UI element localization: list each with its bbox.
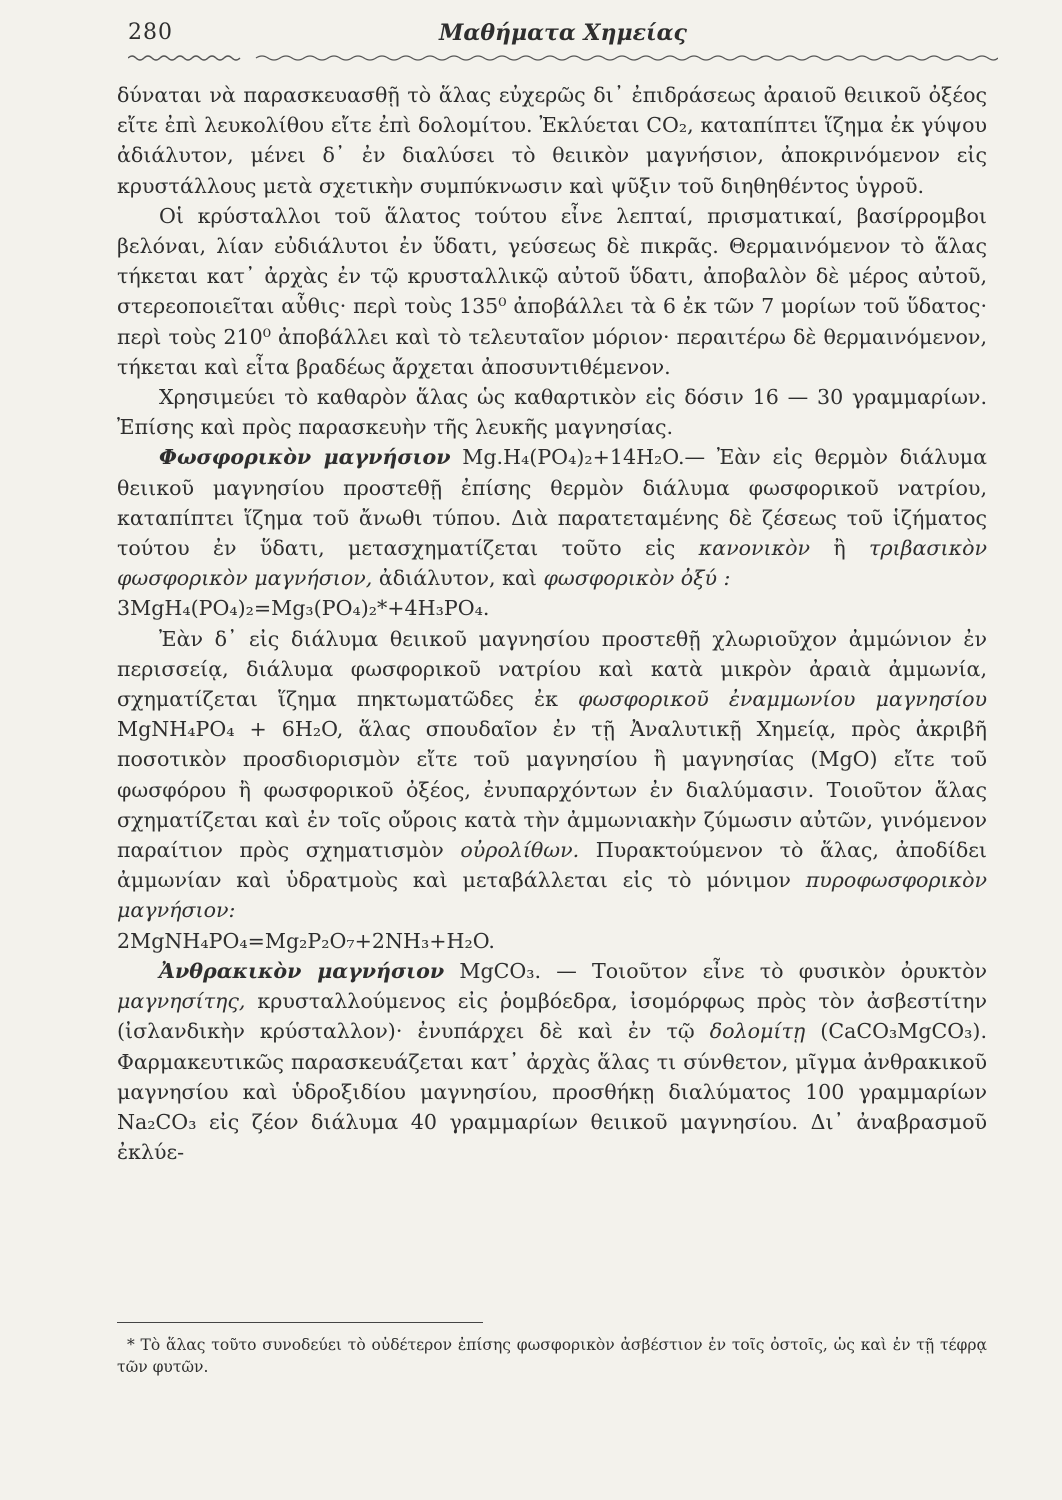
paragraph-5 bbox=[117, 624, 987, 926]
term-dolomite: δολομίτῃ bbox=[709, 1019, 806, 1044]
term-urolith: οὐρολίθων. bbox=[460, 838, 580, 863]
term-ammonium-phosphate: φωσφορικοῦ ἐναμμωνίου μαγνησίου bbox=[578, 687, 987, 712]
formula-magnesium-phosphate: Mg.H₄(PO₄)₂+14H₂O. bbox=[462, 445, 685, 470]
paragraph-4-text-a: — Ἐὰν εἰς θερμὸν διάλυμα θειικοῦ μαγνησίου προστεθῇ ἐπίσης θερμὸν διάλυμα φωσφορικοῦ νατρίου, καταπίπτει ἵζημα τοῦ ἄνωθι τύπου. Διὰ παρατεταμένης δὲ ζέσεως τοῦ ἱζήματος τούτου ἐν ὕδατι, μετασχηματίζεται τοῦτο εἰς bbox=[117, 445, 988, 561]
paragraph-3: Χρησιμεύει τὸ καθαρὸν ἅλας ὡς καθαρτικὸν εἰς δόσιν 16 — 30 γραμμαρίων. Ἐπίσης καὶ πρὸς παρασκευὴν τῆς λευκῆς μαγνησίας. bbox=[117, 385, 987, 440]
term-tribasic: τριβασικὸν φωσφορικὸν μαγνήσιον, bbox=[117, 536, 987, 591]
term-normal: κανονικὸν bbox=[698, 536, 811, 561]
paragraph-5-text-c: Πυρακτούμενον τὸ ἅλας, ἀποδίδει ἀμμωνίαν καὶ ὑδρατμοὺς καὶ μεταβάλλεται εἰς τὸ μόνιμον bbox=[117, 838, 988, 893]
paragraph-4-text-b: ἀδιάλυτον, καὶ bbox=[378, 566, 537, 591]
term-magnesite: μαγνησίτης, bbox=[117, 989, 246, 1014]
footnote-rule bbox=[117, 1322, 483, 1323]
paragraph-4-or: ἢ bbox=[833, 536, 846, 561]
paragraph-6 bbox=[117, 956, 987, 1167]
paragraph-1: δύναται νὰ παρασκευασθῇ τὸ ἅλας εὐχερῶς δι᾽ ἐπιδράσεως ἀραιοῦ θειικοῦ ὀξέος εἴτε ἐπὶ λευκολίθου εἴτε ἐπὶ δολομίτου. Ἐκλύεται CO₂, καταπίπτει ἵζημα ἐκ γύψου ἀδιάλυτον, μένει δ᾽ ἐν διαλύσει τὸ θειικὸν μαγνήσιον, ἀποκρινόμενον εἰς κρυστάλλους μετὰ σχετικὴν συμπύκνωσιν καὶ ψῦξιν τοῦ διηθηθέντος ὑγροῦ. bbox=[117, 83, 987, 198]
term-phosphoric-acid: φωσφορικὸν ὀξύ : bbox=[543, 566, 731, 591]
paragraph-5-text-a: Ἐὰν δ᾽ εἰς διάλυμα θειικοῦ μαγνησίου προστεθῇ χλωριοῦχον ἀμμώνιον ἐν περισσείᾳ, διάλυμα φωσφορικοῦ νατρίου καὶ κατὰ μικρὸν ἀραιὰ ἀμμωνία, σχηματίζεται ἵζημα πηκτωματῶδες ἐκ bbox=[117, 626, 987, 712]
equation-1: 3MgH₄(PO₄)₂=Mg₃(PO₄)₂*+4H₃PO₄. bbox=[117, 596, 490, 621]
heading-magnesium-carbonate: Ἀνθρακικὸν μαγνήσιον bbox=[159, 958, 445, 983]
running-title: Μαθήματα Χημείας bbox=[439, 20, 687, 46]
body-text bbox=[117, 80, 987, 1167]
page-header bbox=[128, 18, 998, 48]
paragraph-2: Οἱ κρύσταλλοι τοῦ ἅλατος τούτου εἶνε λεπταί, πρισματικαί, βασίρρομβοι βελόναι, λίαν εὐδιάλυτοι ἐν ὕδατι, γεύσεως δὲ πικρᾶς. Θερμαινόμενον τὸ ἅλας τήκεται κατ᾽ ἀρχὰς ἐν τῷ κρυσταλλικῷ αὐτοῦ ὕδατι, ἀποβαλὸν δὲ μέρος αὐτοῦ, στερεοποιεῖται αὖθις· περὶ τοὺς 135⁰ ἀποβάλλει τὰ 6 ἐκ τῶν 7 μορίων τοῦ ὕδατος· περὶ τοὺς 210⁰ ἀποβάλλει καὶ τὸ τελευταῖον μόριον· περαιτέρω δὲ θερμαινόμενον, τήκεται καὶ εἶτα βραδέως ἄρχεται ἀποσυντιθέμενον. bbox=[117, 203, 987, 379]
footnote bbox=[117, 1334, 987, 1378]
header-wavy-rule bbox=[128, 50, 998, 66]
heading-magnesium-phosphate: Φωσφορικὸν μαγνήσιον bbox=[159, 445, 451, 470]
footnote-text: * Τὸ ἅλας τοῦτο συνοδεύει τὸ οὐδέτερον ἐπίσης φωσφορικὸν ἀσβέστιον ἐν τοῖς ὀστοῖς, ὡς καὶ ἐν τῇ τέφρᾳ τῶν φυτῶν. bbox=[117, 1336, 987, 1376]
paragraph-6-text-a: MgCO₃. — Τοιοῦτον εἶνε τὸ φυσικὸν ὀρυκτὸν bbox=[459, 958, 987, 983]
equation-2: 2MgNH₄PO₄=Mg₂P₂O₇+2NH₃+H₂O. bbox=[117, 928, 495, 953]
term-pyrophosphate: πυροφωσφορικὸν μαγνήσιον: bbox=[117, 868, 988, 923]
page-number: 280 bbox=[128, 20, 173, 45]
paragraph-6-text-c: (CaCO₃MgCO₃). Φαρμακευτικῶς παρασκευάζεται κατ᾽ ἀρχὰς ἅλας τι σύνθετον, μῖγμα ἀνθρακικοῦ μαγνησίου καὶ ὑδροξιδίου μαγνησίου, προσθήκῃ διαλύματος 100 γραμμαρίων Na₂CO₃ εἰς ζέον διάλυμα 40 γραμμαρίων θειικοῦ μαγνησίου. Δι᾽ ἀναβρασμοῦ ἐκλύε- bbox=[117, 1019, 987, 1165]
paragraph-5-text-b: MgNH₄PO₄ + 6H₂O, ἅλας σπουδαῖον ἐν τῇ Ἀναλυτικῇ Χημείᾳ, πρὸς ἀκριβῆ ποσοτικὸν προσδιορισμὸν εἴτε τοῦ μαγνησίου ἢ μαγνησίας (MgO) εἴτε τοῦ φωσφόρου ἢ φωσφορικοῦ ὀξέος, ἐνυπαρχόντων ἐν διαλύμασιν. Τοιοῦτον ἅλας σχηματίζεται καὶ ἐν τοῖς οὔροις κατὰ τὴν ἀμμωνιακὴν ζύμωσιν αὐτῶν, γινόμενον παραίτιον πρὸς σχηματισμὸν bbox=[117, 717, 987, 863]
paragraph-4 bbox=[117, 442, 987, 593]
paragraph-6-text-b: κρυσταλλούμενος εἰς ῥομβόεδρα, ἰσομόρφως πρὸς τὸν ἀσβεστίτην (ἰσλανδικὴν κρύσταλλον)· ἐνυπάρχει δὲ καὶ ἐν τῷ bbox=[117, 989, 987, 1044]
